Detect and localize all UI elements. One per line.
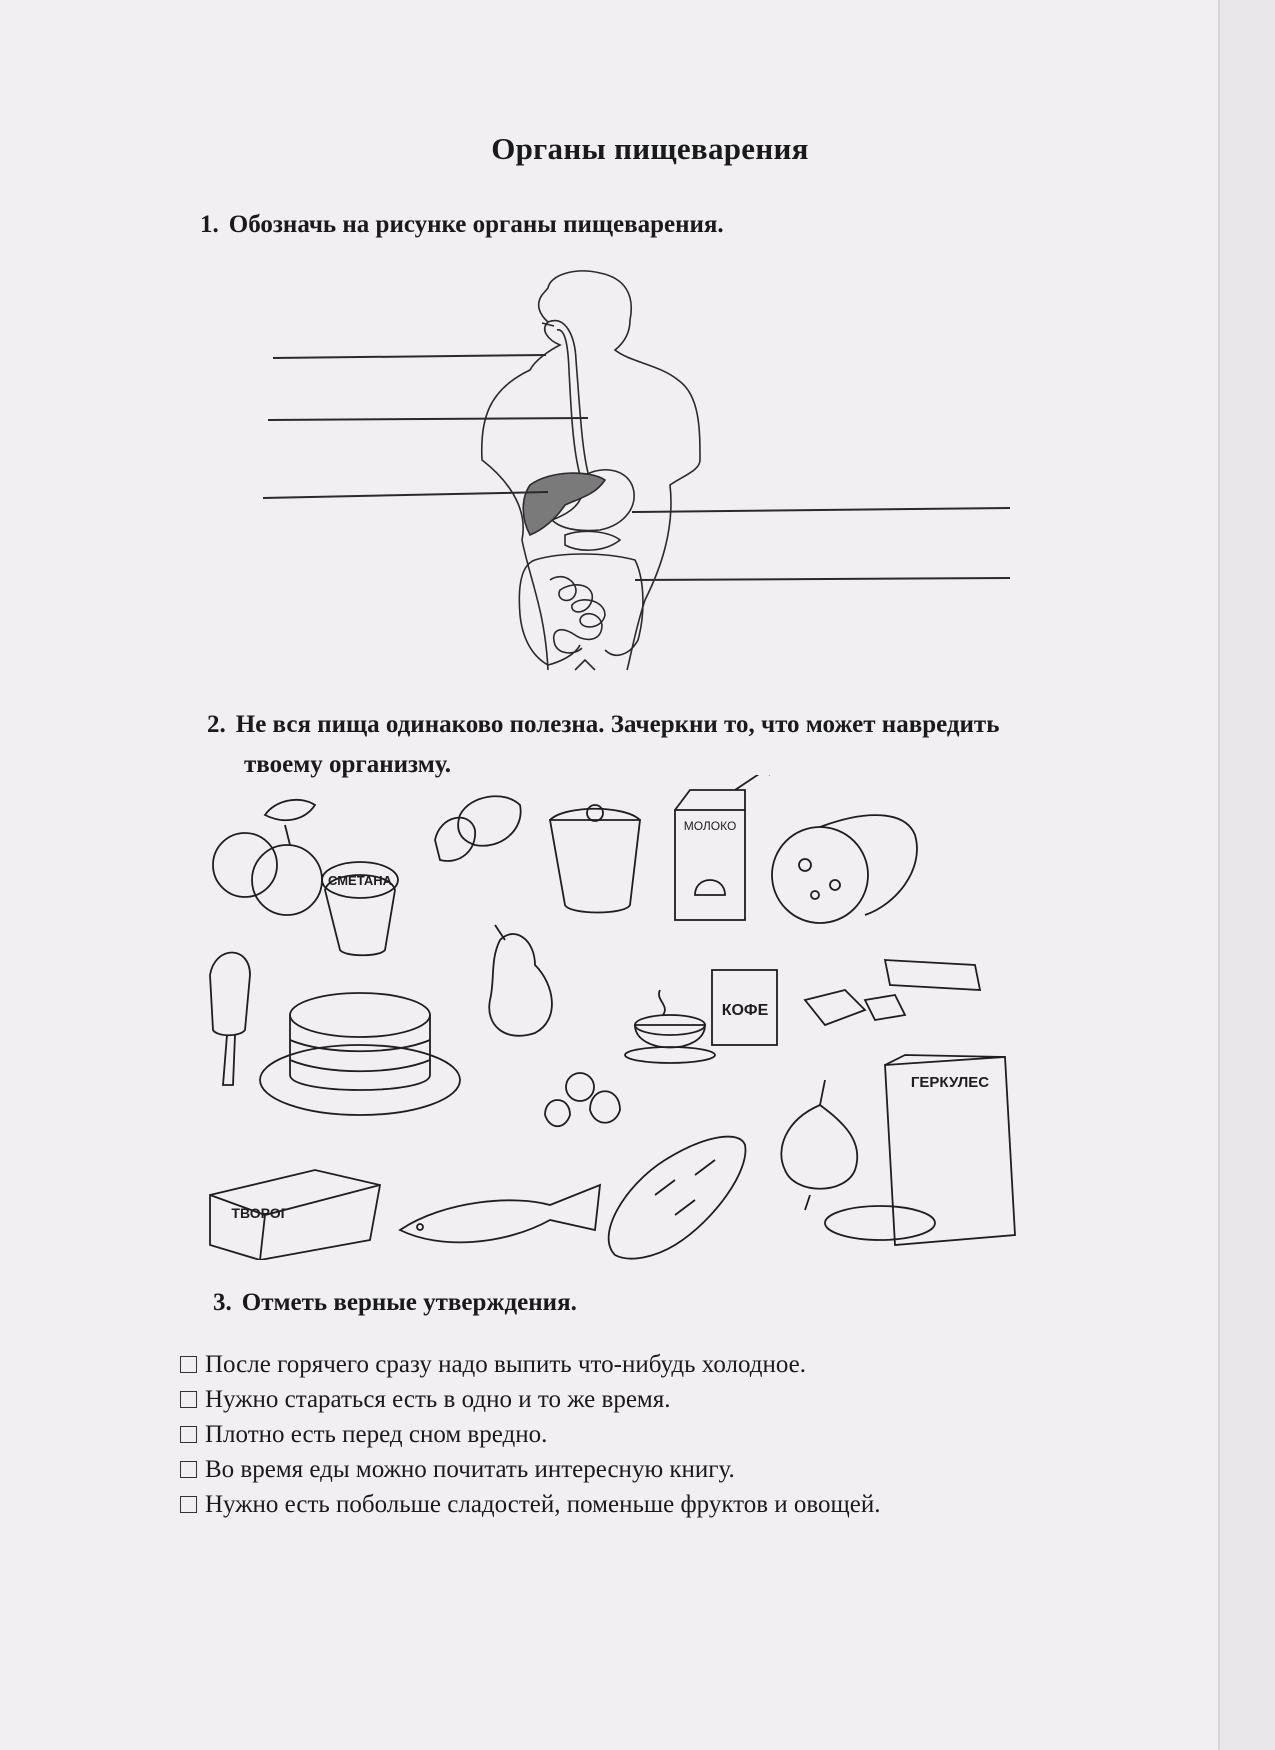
sour-cream-drawing[interactable] bbox=[322, 862, 398, 955]
task-2-heading bbox=[207, 705, 1167, 785]
statements-list bbox=[180, 1347, 881, 1522]
task-2-line-1: Не вся пища одинаково полезна. Зачеркни то, что может навредить bbox=[235, 711, 1000, 738]
mushrooms-drawing[interactable] bbox=[435, 796, 521, 861]
statement-item[interactable] bbox=[180, 1417, 881, 1452]
statement-text: Плотно есть перед сном вредно. bbox=[205, 1420, 548, 1448]
body-outline bbox=[482, 271, 700, 670]
label-line-stomach bbox=[632, 508, 1010, 512]
onion-drawing[interactable] bbox=[781, 1080, 857, 1210]
label-line-liver bbox=[263, 492, 548, 498]
task-1-text: Обозначь на рисунке органы пищеварения. bbox=[228, 211, 724, 238]
label-line-mouth bbox=[273, 355, 546, 358]
cottage-cheese-drawing[interactable] bbox=[210, 1170, 380, 1260]
task-1-heading bbox=[200, 205, 724, 245]
bread-drawing[interactable] bbox=[609, 1137, 746, 1259]
coffee-label: КОФЕ bbox=[721, 1002, 769, 1019]
fish-drawing[interactable] bbox=[400, 1185, 600, 1242]
milk-label: МОЛОКО bbox=[683, 819, 737, 833]
statement-checkbox[interactable] bbox=[180, 1496, 197, 1513]
pancreas bbox=[565, 531, 620, 550]
task-1-number: 1. bbox=[200, 211, 219, 238]
statement-item[interactable] bbox=[180, 1452, 881, 1487]
statement-text: Во время еды можно почитать интересную книгу. bbox=[205, 1455, 735, 1483]
liver bbox=[523, 473, 605, 535]
yogurt-cup-drawing[interactable] bbox=[550, 805, 640, 913]
oatmeal-box-drawing[interactable] bbox=[825, 1055, 1015, 1245]
statement-checkbox[interactable] bbox=[180, 1356, 197, 1373]
task-3-text: Отметь верные утверждения. bbox=[241, 1289, 577, 1316]
sour-cream-label: СМЕТАНА bbox=[327, 873, 393, 888]
task-3-number: 3. bbox=[213, 1289, 232, 1316]
apples-drawing[interactable] bbox=[213, 800, 322, 915]
cottage-cheese-label: ТВОРОГ bbox=[231, 1205, 289, 1221]
task-2-line-2: твоему организму. bbox=[244, 751, 452, 778]
statement-checkbox[interactable] bbox=[180, 1426, 197, 1443]
food-illustrations bbox=[205, 775, 1035, 1260]
candies-drawing[interactable] bbox=[805, 960, 980, 1025]
label-line-intestine bbox=[635, 578, 1010, 580]
statement-item[interactable] bbox=[180, 1487, 881, 1522]
esophagus bbox=[548, 321, 590, 480]
task-3-heading bbox=[213, 1283, 577, 1323]
small-intestine bbox=[550, 577, 605, 653]
statement-item[interactable] bbox=[180, 1382, 881, 1417]
sausage-drawing[interactable] bbox=[772, 815, 917, 923]
statement-text: После горячего сразу надо выпить что-нибудь холодное. bbox=[205, 1350, 806, 1378]
milk-carton-drawing[interactable] bbox=[675, 775, 770, 920]
statement-text: Нужно есть побольше сладостей, поменьше фруктов и овощей. bbox=[205, 1490, 881, 1518]
cake-drawing[interactable] bbox=[260, 993, 460, 1115]
ice-cream-drawing[interactable] bbox=[210, 953, 250, 1086]
pear-drawing[interactable] bbox=[489, 925, 552, 1036]
page-title: Органы пищеварения bbox=[491, 131, 809, 166]
statement-checkbox[interactable] bbox=[180, 1391, 197, 1408]
task-2-number: 2. bbox=[207, 711, 226, 738]
statement-item[interactable] bbox=[180, 1347, 881, 1382]
waist-line bbox=[575, 660, 595, 670]
coffee-drawing[interactable] bbox=[625, 970, 777, 1063]
label-line-esophagus bbox=[268, 418, 588, 420]
garlic-drawing[interactable] bbox=[545, 1073, 620, 1126]
statement-text: Нужно стараться есть в одно и то же время. bbox=[205, 1385, 671, 1413]
digestive-system-diagram bbox=[230, 270, 1030, 690]
mouth bbox=[542, 323, 554, 326]
oatmeal-label: ГЕРКУЛЕС bbox=[910, 1074, 990, 1091]
statement-checkbox[interactable] bbox=[180, 1461, 197, 1478]
